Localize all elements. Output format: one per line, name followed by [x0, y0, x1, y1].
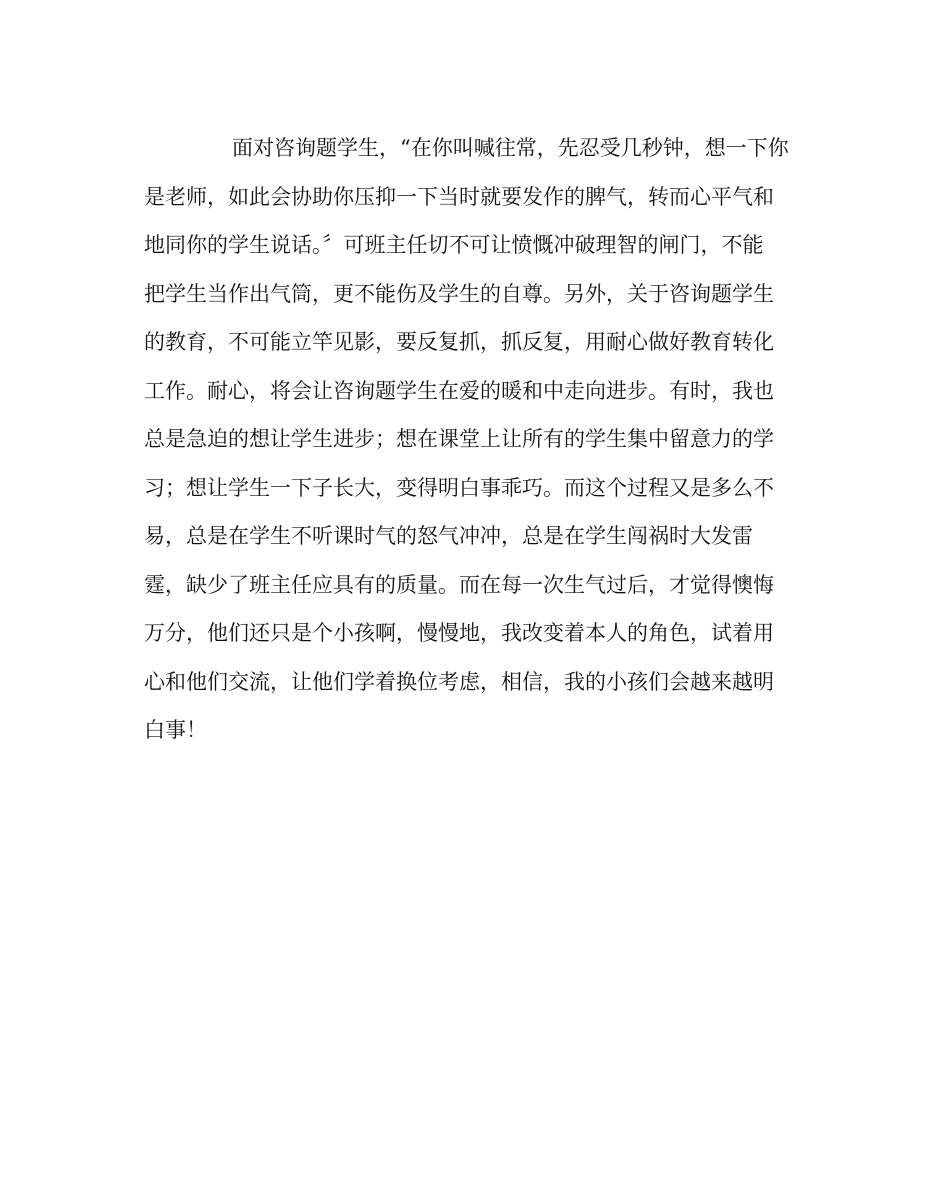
paragraph-line: 心和他们交流，让他们学着换位考虑，相信，我的小孩们会越来越明: [144, 669, 774, 694]
paragraph-line: 霆，缺少了班主任应具有的质量。而在每一次生气过后，才觉得懊悔: [144, 572, 774, 597]
paragraph-line: 工作。耐心，将会让咨询题学生在爱的暖和中走向进步。有时，我也: [144, 378, 774, 403]
paragraph-line: 把学生当作出气筒，更不能伤及学生的自尊。另外，关于咨询题学生: [144, 281, 774, 306]
paragraph-line: 是老师，如此会协助你压抑一下当时就要发作的脾气，转而心平气和: [144, 184, 774, 209]
paragraph-line: 地同你的学生说话。〞可班主任切不可让愤慨冲破理智的闸门，不能: [144, 233, 764, 257]
paragraph-line: 总是急迫的想让学生进步；想在课堂上让所有的学生集中留意力的学: [144, 427, 774, 451]
body-paragraph: [144, 124, 824, 755]
paragraph-line: 习；想让学生一下子长大，变得明白事乖巧。而这个过程又是多么不: [144, 475, 774, 500]
paragraph-line: 万分，他们还只是个小孩啊，慢慢地，我改变着本人的角色，试着用: [144, 621, 774, 645]
paragraph-line: 面对咨询题学生，“在你叫喊往常，先忍受几秒钟，想一下你: [232, 136, 789, 160]
paragraph-line: 白事！: [144, 718, 207, 742]
paragraph-line: 易，总是在学生不听课时气的怒气冲冲，总是在学生闯祸时大发雷: [144, 524, 753, 548]
paragraph-line: 的教育，不可能立竿见影，要反复抓，抓反复，用耐心做好教育转化: [144, 330, 774, 354]
